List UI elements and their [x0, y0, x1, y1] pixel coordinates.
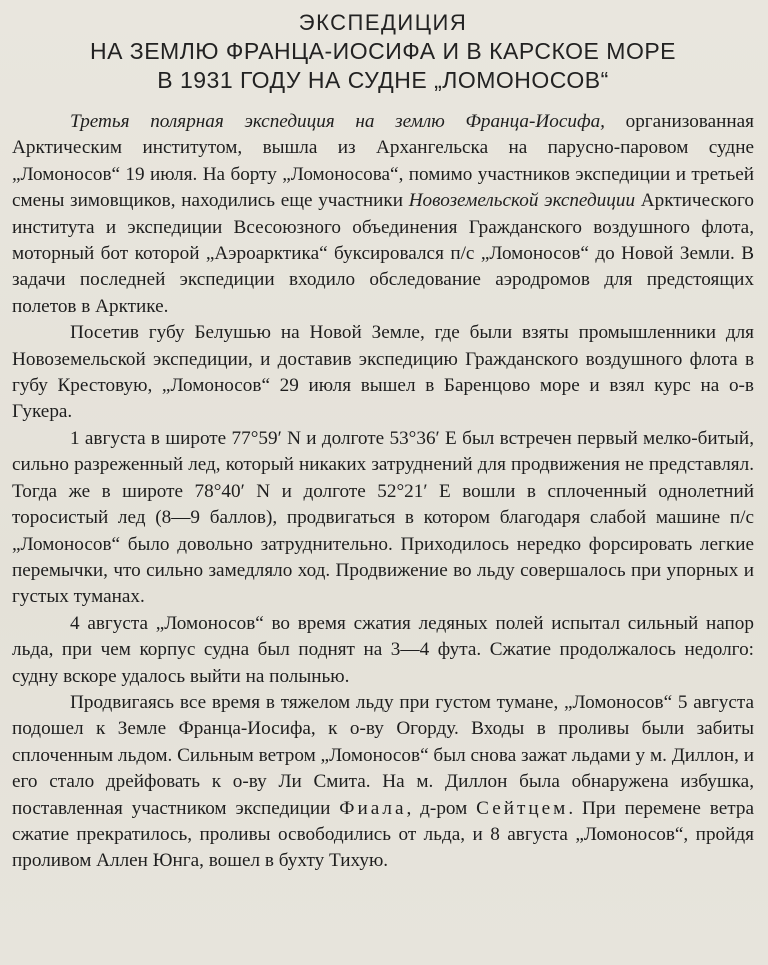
paragraph-5-name-fiala: Фиала: [339, 797, 407, 819]
paragraph-5-text-b: , д-ром: [406, 797, 477, 819]
title-line-1: ЭКСПЕДИЦИЯ: [298, 10, 468, 35]
paragraph-5-text-a: Продвигаясь все время в тяжелом льду при густом тумане, „Ломоносов“ 5 августа подошел к Земле Франца-Иосифа, к о-ву Огорду. Входы в проливы были забиты сплоченным льдом. Сильным ветром „Ломоносов“ был снова зажат льдами у м. Диллон, и его стало дрейфовать к о-ву Ли Смита. На м. Диллон была обнаружена избушка, поставленная участником экспедиции: [12, 691, 754, 819]
paragraph-1-text-b: Арктического института и экспедиции Всесоюзного объединения Гражданского воздушного флота, моторный бот которой „Аэроарктика“ буксировался п/с „Ломоносов“ до Новой Земли. В задачи последней экспедиции входило обследование аэродромов для предстоящих полетов в Арктике.: [12, 190, 755, 317]
paragraph-3: 1 августа в широте 77°59′ N и долготе 53°36′ E был встречен первый мелко-битый, сильно разреженный лед, который никаких затруднений для продвижения не представлял. Тогда же в широте 78°40′ N и долготе 52°21′ E вошли в сплоченный однолетний торосистый лед (8—9 баллов), продвигаться в котором благодаря слабой машине п/с „Ломоносов“ было довольно затруднительно. Приходилось нередко форсировать легкие перемычки, что сильно замедляло ход. Продвижение во льду совершалось при упорных и густых туманах.: [12, 427, 754, 608]
paragraph-1-italic-expedition: Новоземельской экспедиции: [408, 190, 636, 212]
paragraph-2: Посетив губу Белушью на Новой Земле, где были взяты промышленники для Новоземельской экспедиции, и доставив экспедицию Гражданского воздушного флота в губу Крестовую, „Ломоносов“ 29 июля вышел в Баренцово море и взял курс на о-в Гукера.: [12, 322, 754, 423]
paragraph-1-italic-lead: Третья полярная экспедиция на землю Франца-Иосифа,: [70, 111, 605, 132]
paragraph-1-text-a: организованная Арктическим институтом, вышла из Архангельска на парусно-паровом судне „Ломоносов“ 19 июля. На борту „Ломоносова“, помимо участников экспедиции и третьей смены зимовщиков, находились еще участники: [12, 111, 754, 212]
paragraph-5-text-c: . При перемене ветра сжатие прекратилось, проливы освободились от льда, и 8 августа „Ломоносов“, пройдя проливом Аллен Юнга, вошел в бухту Тихую.: [12, 797, 754, 872]
paragraph-5: [12, 690, 754, 875]
paragraph-1: [12, 109, 754, 320]
title-line-2: НА ЗЕМЛЮ ФРАНЦА-ИОСИФА И В КАРСКОЕ МОРЕ: [89, 38, 677, 64]
paragraph-5-name-seitz: Сейтцем: [476, 797, 569, 819]
article-title: [12, 8, 754, 95]
title-line-3: В 1931 ГОДУ НА СУДНЕ „ЛОМОНОСОВ“: [157, 67, 609, 93]
paragraph-4: 4 августа „Ломоносов“ во время сжатия ледяных полей испытал сильный напор льда, при чем корпус судна был поднят на 3—4 фута. Сжатие продолжалось недолго: судну вскоре удалось выйти на полынью.: [12, 612, 754, 687]
